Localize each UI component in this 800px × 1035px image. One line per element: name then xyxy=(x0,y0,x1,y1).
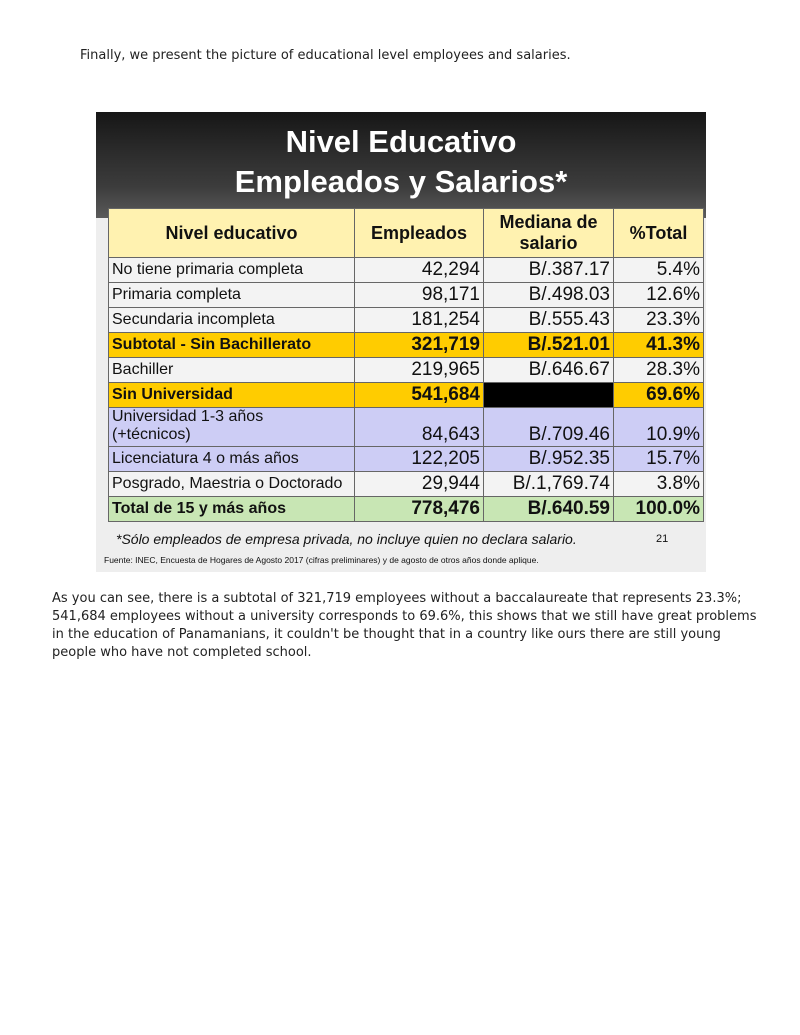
header-empleados: Empleados xyxy=(355,209,484,258)
row-pct: 100.0% xyxy=(614,497,704,522)
row-salario: B/.498.03 xyxy=(484,283,614,308)
row-label xyxy=(109,408,355,447)
table-header-row xyxy=(109,209,704,258)
row-salario: B/.640.59 xyxy=(484,497,614,522)
row-salario: B/.555.43 xyxy=(484,308,614,333)
row-empleados: 778,476 xyxy=(355,497,484,522)
header-nivel-educativo: Nivel educativo xyxy=(109,209,355,258)
row-label: No tiene primaria completa xyxy=(109,258,355,283)
table-row xyxy=(109,408,704,447)
row-salario: B/.952.35 xyxy=(484,447,614,472)
row-empleados: 42,294 xyxy=(355,258,484,283)
row-label: Sin Universidad xyxy=(109,383,355,408)
row-label: Bachiller xyxy=(109,358,355,383)
slide-number: 21 xyxy=(656,533,669,545)
row-empleados: 98,171 xyxy=(355,283,484,308)
row-label: Secundaria incompleta xyxy=(109,308,355,333)
row-empleados: 29,944 xyxy=(355,472,484,497)
table-row xyxy=(109,258,704,283)
row-label: Posgrado, Maestria o Doctorado xyxy=(109,472,355,497)
row-salario: B/.1,769.74 xyxy=(484,472,614,497)
row-pct: 12.6% xyxy=(614,283,704,308)
total-row xyxy=(109,497,704,522)
row-pct: 10.9% xyxy=(614,408,704,447)
row-empleados: 321,719 xyxy=(355,333,484,358)
row-salario: B/.646.67 xyxy=(484,358,614,383)
row-salario-masked xyxy=(484,383,614,408)
row-pct: 23.3% xyxy=(614,308,704,333)
row-salario: B/.387.17 xyxy=(484,258,614,283)
row-label-line-2: (+técnicos) xyxy=(112,426,191,443)
row-salario: B/.521.01 xyxy=(484,333,614,358)
table-row xyxy=(109,472,704,497)
row-label-line-1: Universidad 1-3 años xyxy=(112,408,264,425)
intro-text: Finally, we present the picture of educational level employees and salaries. xyxy=(80,48,571,63)
table-row xyxy=(109,358,704,383)
row-label: Licenciatura 4 o más años xyxy=(109,447,355,472)
row-pct: 15.7% xyxy=(614,447,704,472)
table-row xyxy=(109,447,704,472)
header-pct-total: %Total xyxy=(614,209,704,258)
slide-image xyxy=(96,112,706,572)
analysis-paragraph: As you can see, there is a subtotal of 321,719 employees without a baccalaureate that represents 23.3%; 541,684 employees without a university corresponds to 69.6%, this shows that we still have great problems in the education of Panamanians, it couldn't be thought that in a country like ours there are still young people who have not completed school. xyxy=(52,591,757,660)
row-salario: B/.709.46 xyxy=(484,408,614,447)
row-pct: 5.4% xyxy=(614,258,704,283)
slide-source: Fuente: INEC, Encuesta de Hogares de Agosto 2017 (cifras preliminares) y de agosto de otros años donde aplique. xyxy=(104,555,539,565)
subtotal-row xyxy=(109,333,704,358)
row-pct: 3.8% xyxy=(614,472,704,497)
row-label: Subtotal - Sin Bachillerato xyxy=(109,333,355,358)
row-pct: 28.3% xyxy=(614,358,704,383)
row-label: Primaria completa xyxy=(109,283,355,308)
slide-footnote: *Sólo empleados de empresa privada, no incluye quien no declara salario. xyxy=(116,531,577,547)
row-empleados: 541,684 xyxy=(355,383,484,408)
slide-title-line-1: Nivel Educativo xyxy=(285,124,517,159)
row-empleados: 219,965 xyxy=(355,358,484,383)
row-pct: 41.3% xyxy=(614,333,704,358)
table-row xyxy=(109,308,704,333)
header-mediana-salario: Mediana de salario xyxy=(484,209,614,258)
table-row xyxy=(109,283,704,308)
slide-title-line-2: Empleados y Salarios* xyxy=(234,164,568,199)
education-table xyxy=(108,208,704,522)
row-empleados: 84,643 xyxy=(355,408,484,447)
row-pct: 69.6% xyxy=(614,383,704,408)
row-empleados: 122,205 xyxy=(355,447,484,472)
slide-title xyxy=(96,122,706,202)
row-label: Total de 15 y más años xyxy=(109,497,355,522)
sin-universidad-row xyxy=(109,383,704,408)
row-empleados: 181,254 xyxy=(355,308,484,333)
